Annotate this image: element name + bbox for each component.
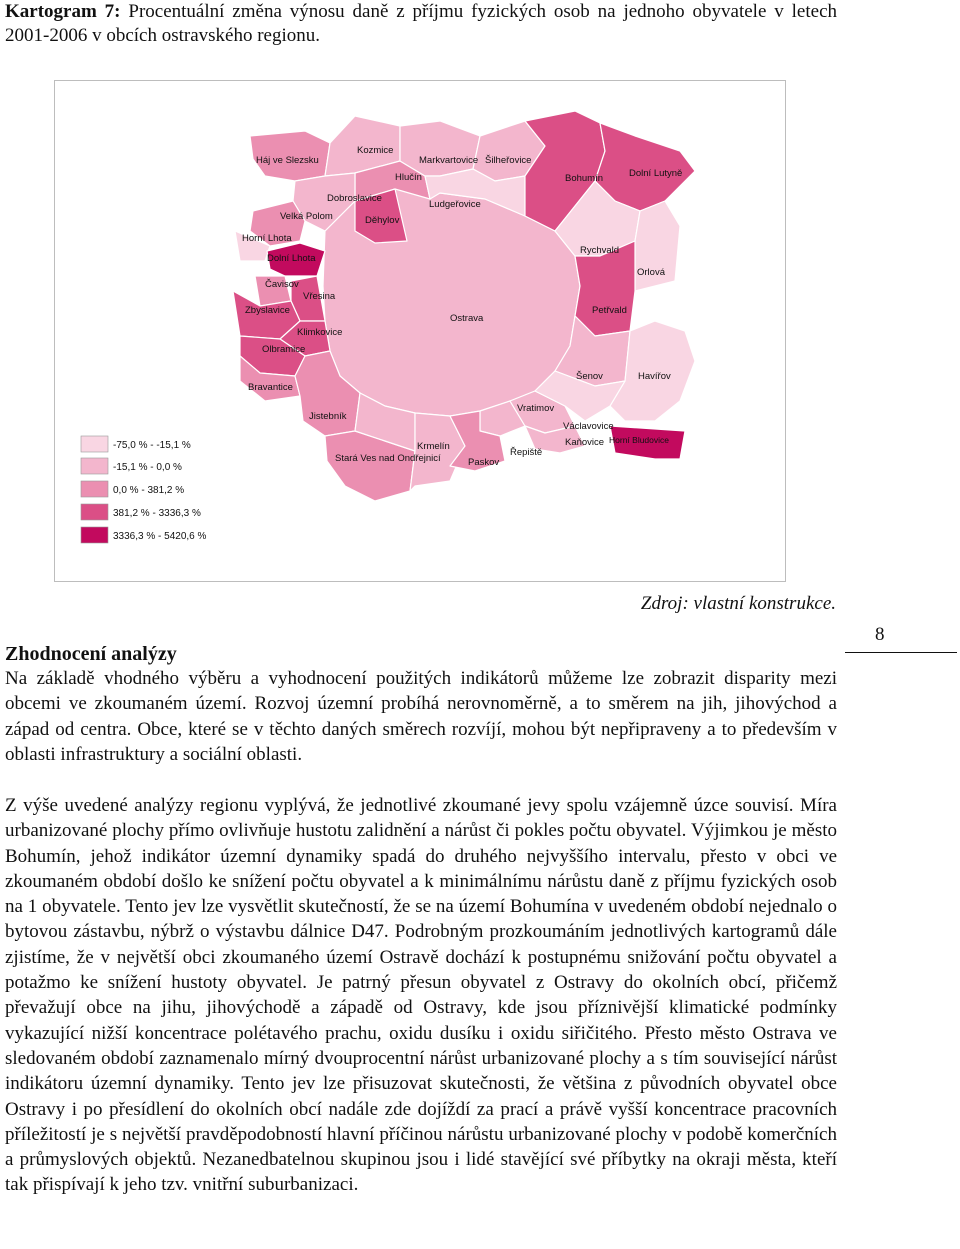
label-havirov: Havířov (638, 371, 671, 382)
legend-label-1: -75,0 % - -15,1 % (113, 440, 191, 451)
legend-label-2: -15,1 % - 0,0 % (113, 462, 182, 473)
label-olbramice: Olbramice (262, 344, 306, 355)
legend-swatch-4 (81, 504, 108, 520)
figure-source: Zdroj: vlastní konstrukce. (640, 593, 836, 614)
label-horni-bludovice: Horní Bludovice (609, 435, 670, 445)
label-paskov: Paskov (468, 457, 500, 468)
paragraph-2: Z výše uvedené analýzy regionu vyplývá, že jednotlivé zkoumané jevy spolu vzájemně úzce souvisí. Míra urbanizované plochy přímo ovlivňuje hustotu zalidnění a nárůst či pokles počtu obyvatel. Výjimkou je město Bohumín, jehož indikátor územní dynamiky spadá do druhého nejvyššího intervalu, přesto v obci ve zkoumaném období došlo ke snížení počtu obyvatel a k minimálnímu nárůstu daně z příjmu fyzických osob na 1 obyvatele. Tento jev lze vysvětlit skutečností, že se na území Bohumína v uvedeném období nejednalo o bytovou zástavbu, nýbrž o výstavbu dálnice D47. Podrobným prozkoumáním jednotlivých kartogramů dále zjistíme, že v největší obci zkoumaného území Ostravě dochází k postupnému snižování počtu obyvatel a potažmo ke snížení hustoty obyvatel. Je patrný přesun obyvatel z Ostravy do okolních obcí, přičemž převažují obce na jihu, jihovýchodě a západě od Ostravy, kde jsou příznivější klimatické podmínky vykazující nižší koncentrace polétavého prachu, oxidu dusíku i oxidu siřičitého. Přesto město Ostrava ve sledovaném období zaznamenalo mírný dvouprocentní nárůst urbanizované plochy a s tím související nárůst indikátoru územní dynamiky. Tento jev lze přisuzovat skutečnosti, že většina z původních obyvatel obce Ostravy i po přesídlení do okolních obcí nadále zde dojíždí za prací a právě vyšší koncentrace pracovních příležitostí je s největší pravděpodobností hlavní příčinou nárůstu urbanizované plochy v podobě komerčních a průmyslových objektů. Nezanedbatelnou skupinou jsou i lidé stavějící své příbytky na okraji města, kteří tak přispívají k jeho tzv. vnitřní suburbanizaci. (5, 795, 837, 1196)
label-cavisov: Čavisov (265, 279, 299, 290)
legend-label-3: 0,0 % - 381,2 % (113, 485, 185, 496)
label-ludgerovice: Ludgeřovice (429, 199, 481, 210)
label-orlova: Orlová (637, 267, 665, 278)
choropleth-map (54, 80, 786, 582)
label-bohumin: Bohumín (565, 173, 604, 184)
map-legend (81, 436, 207, 543)
label-zbyslavice: Zbyslavice (245, 305, 290, 316)
figure-caption (5, 0, 837, 48)
figure-caption-text: Procentuální změna výnosu daně z příjmu fyzických osob na jednoho obyvatele v letech 2001-2006 v obcích ostravského regionu. (5, 1, 837, 46)
label-stara-ves: Stará Ves nad Ondřejnicí (335, 453, 441, 464)
label-kanovice: Kaňovice (565, 437, 605, 448)
page-number: 8 (875, 624, 885, 645)
legend-swatch-5 (81, 527, 108, 543)
label-hlucin: Hlučín (395, 172, 422, 183)
label-dehylov: Děhylov (365, 215, 400, 226)
label-dobroslavice: Dobroslavice (327, 193, 382, 204)
label-dolni-lutyne: Dolní Lutyně (629, 168, 683, 179)
label-dolni-lhota: Dolní Lhota (267, 253, 316, 264)
region-markvartovice (400, 121, 480, 176)
label-vaclavovice: Václavovice (563, 421, 614, 432)
page-number-rule (845, 652, 957, 653)
map-svg (55, 81, 785, 581)
label-senov: Šenov (576, 371, 603, 382)
label-markvartovice: Markvartovice (419, 155, 479, 166)
label-vratimov: Vratimov (517, 403, 555, 414)
label-rychvald: Rychvald (580, 245, 620, 256)
label-krmelin: Krmelín (417, 441, 450, 452)
legend-swatch-2 (81, 458, 108, 474)
label-repiste: Řepiště (510, 447, 543, 458)
label-vresina: Vřesina (303, 291, 336, 302)
label-bravantice: Bravantice (248, 382, 293, 393)
label-klimkovice: Klimkovice (297, 327, 343, 338)
legend-label-5: 3336,3 % - 5420,6 % (113, 531, 207, 542)
label-horni-lhota: Horní Lhota (242, 233, 292, 244)
label-silherovice: Šilheřovice (485, 155, 532, 166)
label-velka-polom: Velká Polom (280, 211, 333, 222)
label-haj: Háj ve Slezsku (256, 155, 319, 166)
legend-swatch-3 (81, 481, 108, 497)
figure-label: Kartogram 7: (5, 1, 121, 22)
label-ostrava: Ostrava (450, 313, 484, 324)
section-heading: Zhodnocení analýzy (5, 643, 177, 665)
paragraph-1: Na základě vhodného výběru a vyhodnocení použitých indikátorů můžeme lze zobrazit disparity mezi obcemi ve zkoumaném území. Rozvoj územní probíhá nerovnoměrně, a to směrem na jih, jihovýchod a západ od centra. Obce, které se v těchto daných směrech rozvíjí, mohou být nepřipraveny a to především v oblasti infrastruktury a sociální oblasti. (5, 668, 837, 765)
label-petrvald: Petřvald (592, 305, 627, 316)
legend-label-4: 381,2 % - 3336,3 % (113, 508, 201, 519)
label-kozmice: Kozmice (357, 145, 394, 156)
legend-swatch-1 (81, 436, 108, 452)
label-jistebnik: Jistebník (309, 411, 347, 422)
